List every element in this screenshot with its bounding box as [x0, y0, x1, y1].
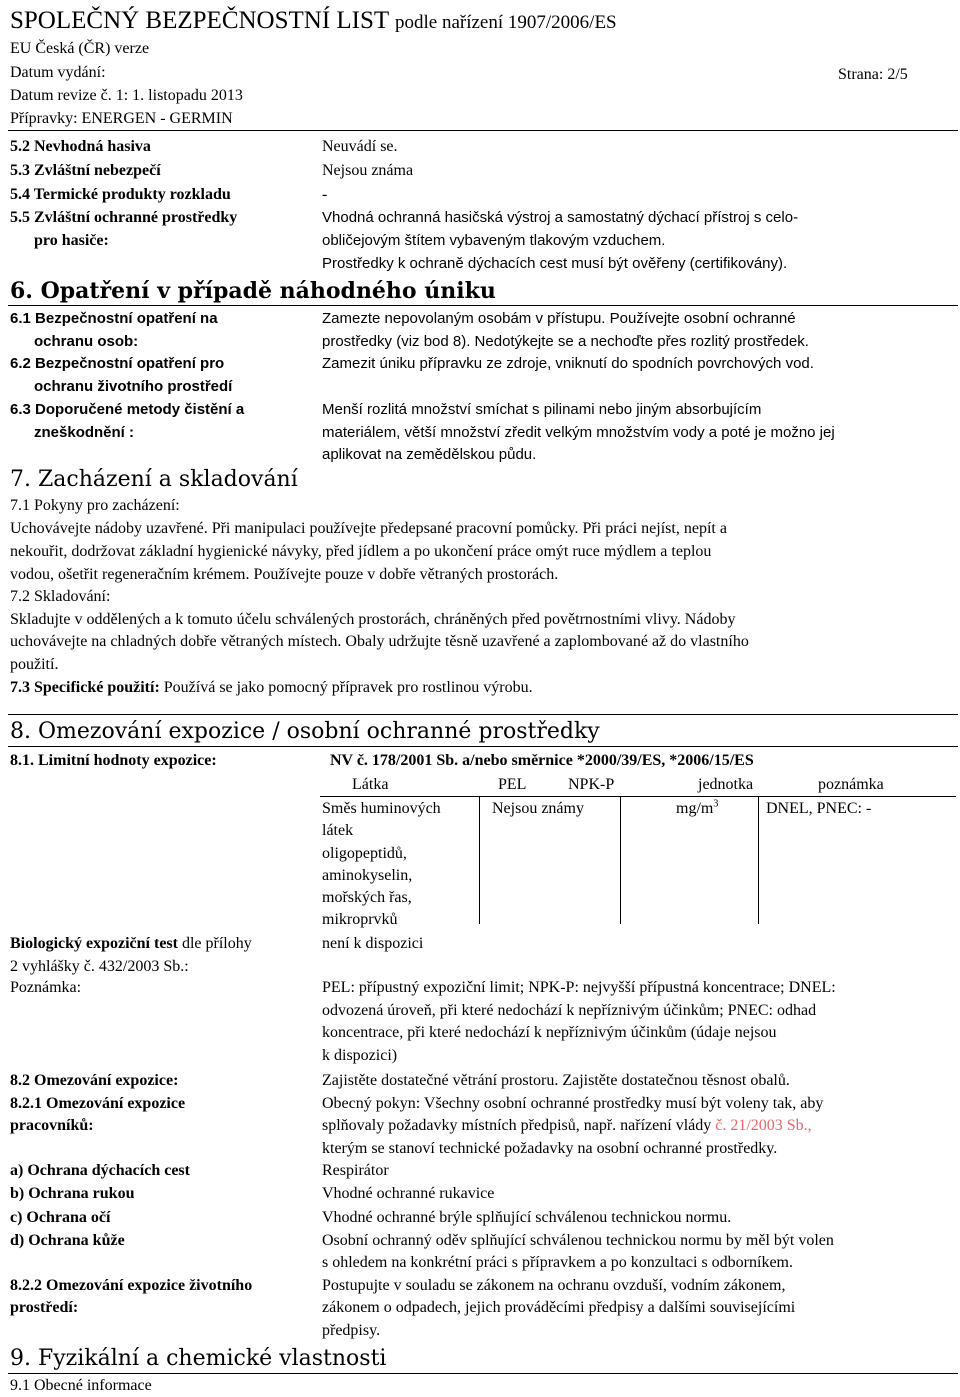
- row-c-value: Vhodné ochranné brýle splňující schválenou technickou normu.: [322, 1209, 732, 1226]
- row-6-3-value-line3: aplikovat na zemědělskou půdu.: [322, 446, 537, 463]
- table-cell-substance-line3: oligopeptidů,: [322, 845, 407, 862]
- row-7-3-label: 7.3 Specifické použití:: [10, 679, 160, 696]
- note-text-line3: koncentrace, při které nedochází k nepříznivým účinkům (údaje nejsou: [322, 1024, 777, 1041]
- row-7-2-label: 7.2 Skladování:: [10, 588, 111, 605]
- row-5-5-label-line2: pro hasiče:: [34, 232, 109, 249]
- row-8-2-2-value-line1: Postupujte v souladu se zákonem na ochranu ovzduší, vodním zákonem,: [322, 1277, 786, 1294]
- row-d-label: d) Ochrana kůže: [10, 1232, 125, 1249]
- row-6-3-label-line2: zneškodnění :: [34, 424, 135, 441]
- table-cell-unit-base: mg/m: [676, 800, 714, 817]
- table-header-unit: jednotka: [698, 776, 754, 793]
- row-8-2-1-value-line2-text: splňovaly požadavky místních předpisů, např. nařízení vlády: [322, 1117, 716, 1134]
- note-text-line4: k dispozici): [322, 1047, 398, 1064]
- product-name: Přípravky: ENERGEN - GERMIN: [10, 110, 233, 127]
- bio-test-label-rest: dle přílohy: [177, 935, 252, 952]
- document-title-regulation: podle nařízení 1907/2006/ES: [395, 12, 617, 33]
- table-col-rule-2: [620, 796, 621, 924]
- row-6-2-label-line2: ochranu životního prostředí: [34, 378, 233, 395]
- row-8-2-1-label-line1: 8.2.1 Omezování expozice: [10, 1095, 186, 1112]
- table-cell-substance-line6: mikroprvků: [322, 911, 398, 928]
- regulation-reference-link[interactable]: č. 21/2003 Sb.,: [715, 1117, 812, 1134]
- row-5-2-label: 5.2 Nevhodná hasiva: [10, 138, 151, 155]
- page-number: Strana: 2/5: [838, 66, 908, 83]
- header-divider: [8, 130, 958, 131]
- section-6-divider: [8, 305, 958, 306]
- table-cell-note: DNEL, PNEC: -: [766, 800, 872, 817]
- bio-test-label-line1: [10, 932, 252, 955]
- table-cell-substance-line1: Směs huminových: [322, 800, 441, 817]
- row-8-1-value: NV č. 178/2001 Sb. a/nebo směrnice *2000/39/ES, *2006/15/ES: [330, 752, 754, 769]
- row-5-4-value: -: [322, 186, 328, 203]
- table-cell-substance-line2: látek: [322, 822, 354, 839]
- row-9-1-label: 9.1 Obecné informace: [10, 1377, 152, 1394]
- row-7-2-text-line1: Skladujte v oddělených a k tomuto účelu schválených prostorách, chráněných před povětrnostními vlivy. Nádoby: [10, 611, 736, 628]
- row-b-label: b) Ochrana rukou: [10, 1185, 135, 1202]
- row-6-3-label-line1: 6.3 Doporučené metody čistění a: [10, 401, 245, 418]
- table-cell-substance-line4: aminokyselin,: [322, 867, 413, 884]
- row-6-3-value-line1: Menší rozlitá množství smíchat s pilinami nebo jiným absorbujícím: [322, 401, 762, 418]
- row-5-5-value-line2: obličejovým štítem vybaveným tlakovým vzduchem.: [322, 232, 666, 249]
- table-header-note: poznámka: [818, 776, 884, 793]
- row-7-1-label: 7.1 Pokyny pro zacházení:: [10, 497, 180, 514]
- row-8-2-2-label-line1: 8.2.2 Omezování expozice životního: [10, 1277, 253, 1294]
- row-7-1-text-line1: Uchovávejte nádoby uzavřené. Při manipulaci používejte předepsané pracovní pomůcky. Při práci nejíst, nepít a: [10, 520, 727, 537]
- document-title: [10, 6, 617, 38]
- bio-test-label-line2: 2 vyhlášky č. 432/2003 Sb.:: [10, 958, 189, 975]
- row-6-1-label-line2: ochranu osob:: [34, 333, 139, 350]
- revision-date: Datum revize č. 1: 1. listopadu 2013: [10, 87, 243, 104]
- document-title-main: SPOLEČNÝ BEZPEČNOSTNÍ LIST: [10, 7, 389, 34]
- row-8-2-1-value-line3: kterým se stanoví technické požadavky na osobní ochranné prostředky.: [322, 1140, 778, 1157]
- bio-test-label-bold: Biologický expoziční test: [10, 935, 178, 952]
- row-7-2-text-line3: použití.: [10, 656, 59, 673]
- row-8-2-1-value-line2: [322, 1114, 812, 1137]
- row-5-3-label: 5.3 Zvláštní nebezpečí: [10, 162, 161, 179]
- row-6-1-value-line1: Zamezte nepovolaným osobám v přístupu. Používejte osobní ochranné: [322, 310, 796, 327]
- row-a-label: a) Ochrana dýchacích cest: [10, 1162, 190, 1179]
- table-cell-unit: [676, 797, 718, 820]
- row-d-value-line2: s ohledem na konkrétní práci s přípravkem a po konzultaci s odborníkem.: [322, 1254, 793, 1271]
- row-7-1-text-line2: nekouřit, dodržovat základní hygienické návyky, před jídlem a po ukončení práce omýt ruce mýdlem a teplou: [10, 543, 712, 560]
- row-7-3: [10, 676, 533, 699]
- section-8-top-divider: [8, 714, 958, 715]
- bio-test-value: není k dispozici: [322, 935, 424, 952]
- table-header-pel: PEL: [498, 776, 527, 793]
- row-7-1-text-line3: vodou, ošetřit regeneračním krémem. Používejte pouze v dobře větraných prostorách.: [10, 566, 559, 583]
- row-6-2-label-line1: 6.2 Bezpečnostní opatření pro: [10, 355, 225, 372]
- row-5-5-value-line1: Vhodná ochranná hasičská výstroj a samostatný dýchací přístroj s celo-: [322, 209, 799, 226]
- document-version: EU Česká (ČR) verze: [10, 40, 150, 57]
- note-label: Poznámka:: [10, 979, 82, 996]
- row-7-3-value: Používá se jako pomocný přípravek pro rostlinou výrobu.: [163, 679, 533, 696]
- row-6-3-value-line2: materiálem, větší množství zředit velkým množstvím vody a poté je možno jej: [322, 424, 835, 441]
- row-d-value-line1: Osobní ochranný oděv splňující schválenou technickou normu by měl být volen: [322, 1232, 834, 1249]
- note-text-line1: PEL: přípustný expoziční limit; NPK-P: nejvyšší přípustná koncentrace; DNEL:: [322, 979, 836, 996]
- section-7-title: 7. Zacházení a skladování: [10, 467, 298, 492]
- row-5-5-label-line1: 5.5 Zvláštní ochranné prostředky: [10, 209, 238, 226]
- row-8-1-label: 8.1. Limitní hodnoty expozice:: [10, 752, 217, 769]
- section-8-title: 8. Omezování expozice / osobní ochranné prostředky: [10, 719, 600, 744]
- row-c-label: c) Ochrana očí: [10, 1209, 111, 1226]
- row-8-2-1-label-line2: pracovníků:: [10, 1117, 94, 1134]
- table-col-rule-1: [479, 796, 480, 924]
- row-6-1-label-line1: 6.1 Bezpečnostní opatření na: [10, 310, 218, 327]
- row-5-3-value: Nejsou známa: [322, 162, 414, 179]
- row-5-4-label: 5.4 Termické produkty rozkladu: [10, 186, 231, 203]
- table-cell-pel: Nejsou známy: [492, 800, 584, 817]
- row-a-value: Respirátor: [322, 1162, 389, 1179]
- table-cell-unit-exponent: 3: [713, 798, 719, 810]
- table-cell-substance-line5: mořských řas,: [322, 889, 412, 906]
- row-8-2-2-value-line2: zákonem o odpadech, jejich prováděcími předpisy a dalšími souvisejícími: [322, 1299, 796, 1316]
- row-5-2-value: Neuvádí se.: [322, 138, 398, 155]
- row-7-2-text-line2: uchovávejte na chladných dobře větraných místech. Obaly udržujte těsně uzavřené a zaplombované až do vlastního: [10, 633, 749, 650]
- row-8-2-2-label-line2: prostředí:: [10, 1299, 79, 1316]
- section-8-divider: [8, 746, 958, 747]
- table-header-npk-p: NPK-P: [568, 776, 615, 793]
- section-9-title: 9. Fyzikální a chemické vlastnosti: [10, 1346, 387, 1371]
- row-5-5-value-line3: Prostředky k ochraně dýchacích cest musí být ověřeny (certifikovány).: [322, 255, 788, 272]
- row-8-2-1-value-line1: Obecný pokyn: Všechny osobní ochranné prostředky musí být voleny tak, aby: [322, 1095, 824, 1112]
- row-8-2-2-value-line3: předpisy.: [322, 1322, 381, 1339]
- row-6-1-value-line2: prostředky (viz bod 8). Nedotýkejte se a nechoďte přes rozlitý prostředek.: [322, 333, 809, 350]
- issue-date-label: Datum vydání:: [10, 64, 106, 81]
- row-b-value: Vhodné ochranné rukavice: [322, 1185, 495, 1202]
- row-6-2-value: Zamezit úniku přípravku ze zdroje, vniknutí do spodních povrchových vod.: [322, 355, 814, 372]
- row-8-2-label: 8.2 Omezování expozice:: [10, 1072, 179, 1089]
- note-text-line2: odvozená úroveň, při které nedochází k nepříznivým účinkům; PNEC: odhad: [322, 1002, 817, 1019]
- section-6-title: 6. Opatření v případě náhodného úniku: [10, 278, 496, 304]
- table-header-substance: Látka: [352, 776, 389, 793]
- row-8-2-value: Zajistěte dostatečné větrání prostoru. Zajistěte dostatečnou těsnost obalů.: [322, 1072, 790, 1089]
- table-col-rule-3: [758, 796, 759, 924]
